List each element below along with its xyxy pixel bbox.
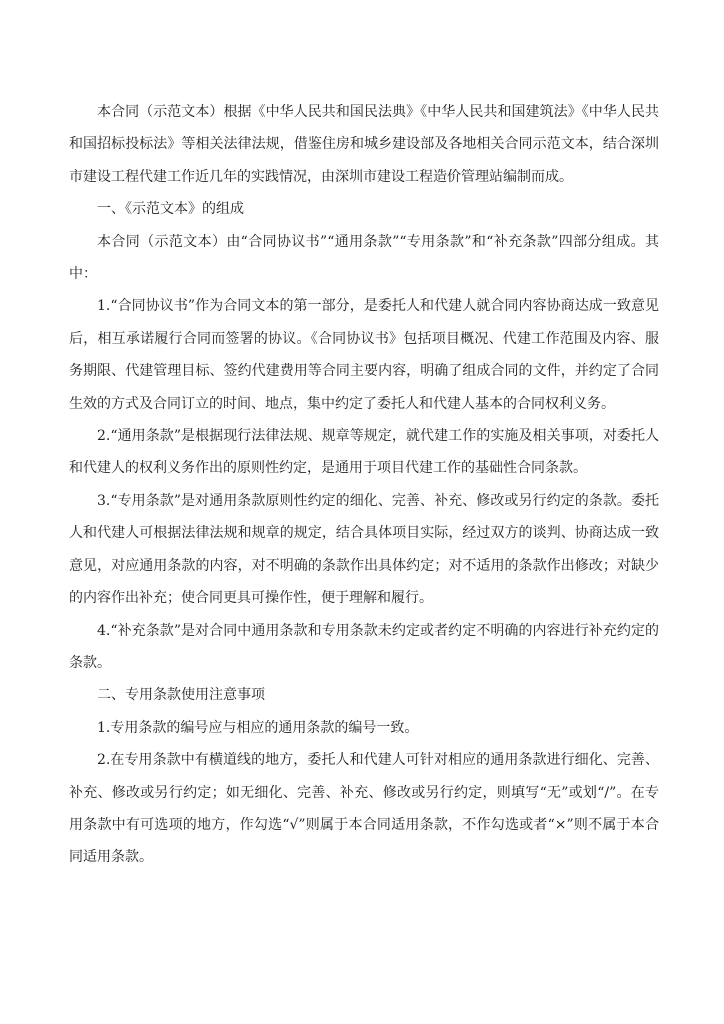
note-blanks-paragraph: 2.在专用条款中有横道线的地方，委托人和代建人可针对相应的通用条款进行细化、完善、补充、修改或另行约定；如无细化、完善、补充、修改或另行约定，则填写“无”或划“/”。在专用条款中有可选项的地方，作勾选“√”则属于本合同适用条款，不作勾选或者“×”则不属于本合同适用条款。 [69,752,659,866]
item-agreement-paragraph: 1.“合同协议书”作为合同文本的第一部分，是委托人和代建人就合同内容协商达成一致意见后，相互承诺履行合同而签署的协议。《合同协议书》包括项目概况、代建工作范围及内容、服务期限、代建管理目标、签约代建费用等合同主要内容，明确了组成合同的文件，并约定了合同生效的方式及合同订立的时间、地点，集中约定了委托人和代建人基本的合同权利义务。 [69,298,659,412]
item-general-terms-paragraph: 2.“通用条款”是根据现行法律法规、规章等规定，就代建工作的实施及相关事项，对委托人和代建人的权利义务作出的原则性约定，是通用于项目代建工作的基础性合同条款。 [69,428,659,477]
intro-paragraph: 本合同（示范文本）根据《中华人民共和国民法典》《中华人民共和国建筑法》《中华人民共和国招标投标法》等相关法律法规，借鉴住房和城乡建设部及各地相关合同示范文本，结合深圳市建设工程代建工作近几年的实践情况，由深圳市建设工程造价管理站编制而成。 [69,104,659,185]
document-page [69,96,659,874]
note-numbering-paragraph: 1.专用条款的编号应与相应的通用条款的编号一致。 [97,719,419,736]
item-special-terms-paragraph: 3.“专用条款”是对通用条款原则性约定的细化、完善、补充、修改或另行约定的条款。委托人和代建人可根据法律法规和规章的规定，结合具体项目实际，经过双方的谈判、协商达成一致意见，对应通用条款的内容，对不明确的条款作出具体约定；对不适用的条款作出修改；对缺少的内容作出补充；使合同更具可操作性，便于理解和履行。 [69,492,659,607]
section-heading-special-terms-notes: 二、专用条款使用注意事项 [97,687,265,704]
item-supplementary-terms-paragraph: 4.“补充条款”是对合同中通用条款和专用条款未约定或者约定不明确的内容进行补充约定的条款。 [69,622,659,671]
section-heading-composition: 一、《示范文本》的组成 [97,201,244,218]
composition-paragraph: 本合同（示范文本）由“合同协议书”“通用条款”“专用条款”和“补充条款”四部分组成。其中： [69,233,659,283]
